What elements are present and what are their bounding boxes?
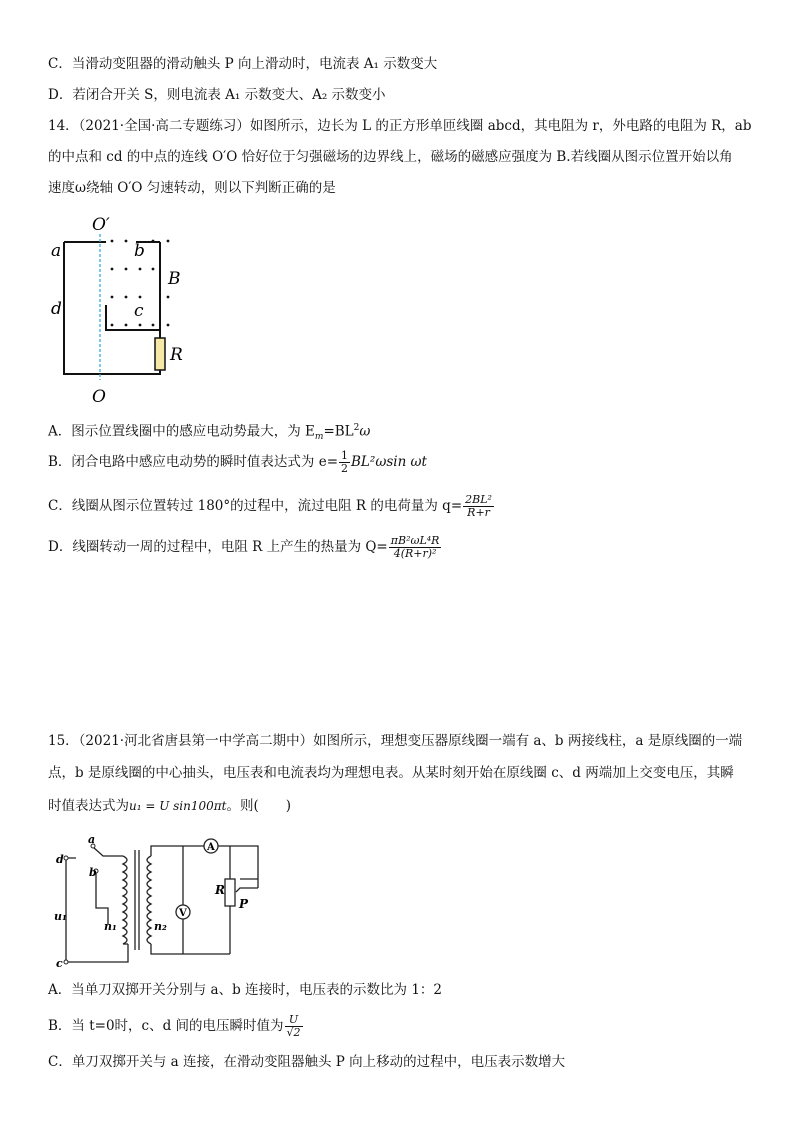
label-o-prime: O′: [92, 215, 110, 235]
label-b: b: [134, 241, 145, 261]
primary-coil: [123, 856, 127, 944]
label-d: d: [56, 853, 64, 866]
q14-option-d: D．线圈转动一周的过程中，电阻 R 上产生的热量为 Q= $\frac{\text{πB²ωL⁴R}}{\text{4(R+r)²}}$: [48, 534, 440, 560]
label-p: P: [239, 897, 249, 911]
label-a: a: [88, 833, 96, 846]
q13-option-d: D．若闭合开关 S，则电流表 A₁ 示数变大、A₂ 示数变小: [48, 87, 386, 103]
label-o: O: [92, 387, 106, 407]
q13-option-c: C．当滑动变阻器的滑动触头 P 向上滑动时，电流表 A₁ 示数变大: [48, 56, 438, 72]
label-c: c: [134, 301, 144, 321]
terminal-d: [64, 856, 68, 860]
label-r: R: [215, 883, 225, 897]
q14-stem-line1: 14．（2021·全国·高二专题练习）如图所示，边长为 L 的正方形单匝线圈 abcd，其电阻为 r，外电路的电阻为 R，ab: [48, 118, 752, 134]
label-voltmeter: V: [179, 908, 187, 919]
slider-p: [236, 888, 258, 892]
q15-stem-line2: 点，b 是原线圈的中心抽头，电压表和电流表均为理想电表。从某时刻开始在原线圈 c、d 两端加上交变电压，其瞬: [48, 765, 734, 781]
label-r: R: [170, 345, 183, 365]
label-ammeter: A: [207, 842, 215, 853]
q14-option-c: C．线圈从图示位置转过 180°的过程中，流过电阻 R 的电荷量为 q= $\frac{\text{2BL²}}{R+r}$: [48, 493, 492, 519]
label-c: c: [56, 957, 63, 970]
q15-transformer-figure: [48, 834, 273, 972]
label-n1: n₁: [104, 920, 117, 933]
secondary-coil: [147, 856, 151, 944]
label-a: a: [51, 241, 62, 261]
q14-stem-line2: 的中点和 cd 的中点的连线 O′O 恰好位于匀强磁场的边界线上，磁场的磁感应强度为 B.若线圈从图示位置开始以角: [48, 149, 733, 165]
q15-option-b: B．当 t=0时，c、d 间的电压瞬时值为 $\frac{U}{√2}$: [48, 1013, 301, 1039]
q14-coil-figure: [40, 208, 220, 408]
label-b: b: [89, 866, 97, 879]
q15-stem-line1: 15．（2021·河北省唐县第一中学高二期中）如图所示，理想变压器原线圈一端有 a、b 两接线柱，a 是原线圈的一端: [48, 733, 743, 749]
q14-stem-line3: 速度ω绕轴 O′O 匀速转动，则以下判断正确的是: [48, 180, 336, 196]
coil-wire: [64, 242, 160, 374]
q14-option-a: A．图示位置线圈中的感应电动势最大，为 $E_m=BL^2\omega$: [48, 423, 371, 443]
q15-stem-line3: 时值表达式为u₁ = U sin100πt。则( ): [48, 798, 292, 814]
q14-option-b: B．闭合电路中感应电动势的瞬时值表达式为 e= $\frac{1}{2}$ BL²ωsin ωt: [48, 449, 427, 475]
label-u1: u₁: [54, 910, 67, 923]
resistor-r: [155, 338, 165, 370]
q15-option-a: A．当单刀双掷开关分别与 a、b 连接时，电压表的示数比为 1：2: [48, 982, 442, 998]
label-field-b: B: [168, 269, 181, 289]
label-d: d: [51, 299, 62, 319]
rheostat: [225, 879, 235, 906]
label-n2: n₂: [154, 920, 167, 933]
q15-option-c: C．单刀双掷开关与 a 连接，在滑动变阻器触头 P 向上移动的过程中，电压表示数增大: [48, 1054, 566, 1070]
terminal-c: [64, 960, 68, 964]
